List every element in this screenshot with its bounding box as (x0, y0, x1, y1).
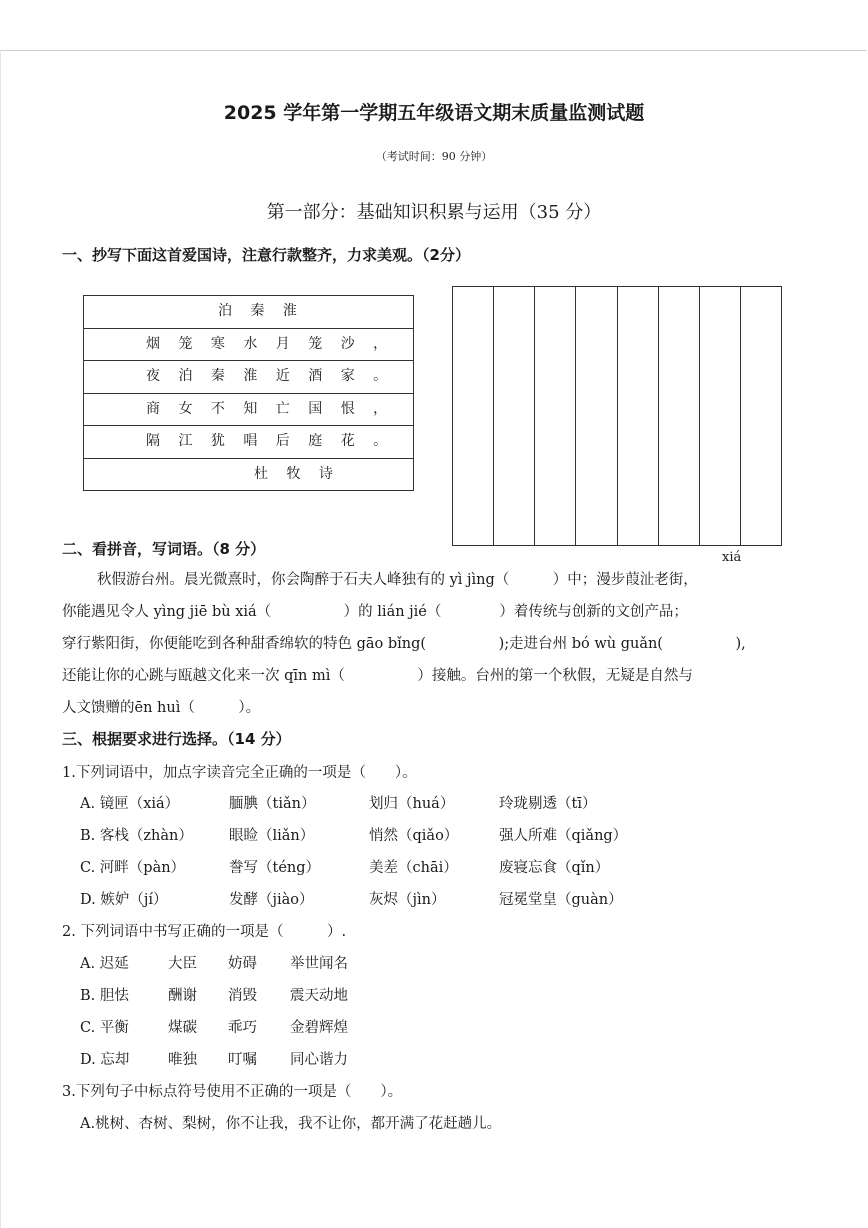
poem-line: 商 女 不 知 亡 国 恨 ， (84, 394, 413, 427)
poem-title: 泊 秦 淮 (84, 296, 413, 329)
poem-box (83, 295, 414, 491)
writing-column[interactable] (535, 287, 576, 545)
q1-option-d-word: 冠冕堂皇（guàn） (499, 892, 623, 908)
question-2-stem: 2. 下列词语中书写正确的一项是（ ）. (62, 924, 347, 940)
q1-option-b-word: 悄然（qiǎo） (369, 828, 459, 844)
poem-line: 隔 江 犹 唱 后 庭 花 。 (84, 426, 413, 459)
passage-line: 穿行紫阳街，你便能吃到各种甜香绵软的特色 gāo bǐng( );走进台州 bó wù guǎn( ), (62, 636, 746, 652)
writing-column[interactable] (618, 287, 659, 545)
passage-line: 你能遇见令人 yìng jiē bù xiá（ ）的 lián jié（ ）着传统与创新的文创产品； (62, 604, 688, 620)
writing-column[interactable] (700, 287, 741, 545)
part-heading: 第一部分：基础知识积累与运用（35 分） (266, 202, 602, 223)
q2-option-d-word: 唯独 (168, 1052, 197, 1068)
q1-option-c-word: 美差（chāi） (369, 860, 458, 876)
q2-option-d-word: 同心谐力 (290, 1052, 348, 1068)
q2-option-c-word: 金碧辉煌 (290, 1020, 348, 1036)
q2-option-a-word: 大臣 (168, 956, 197, 972)
q1-option-a-word: 玲珑剔透（tī） (499, 796, 597, 812)
q2-option-c-word: 煤碳 (168, 1020, 197, 1036)
exam-duration: （考试时间：90 分钟） (375, 150, 493, 163)
passage-line: 人文馈赠的ēn huì（ ）。 (62, 700, 261, 716)
q1-option-d-word[interactable]: D. 嫉妒（jí） (80, 892, 168, 908)
q1-option-c-word[interactable]: C. 河畔（pàn） (80, 860, 186, 876)
question-1-stem: 1.下列词语中，加点字读音完全正确的一项是（ ）。 (62, 765, 417, 781)
writing-column[interactable] (741, 287, 781, 545)
q2-option-d-word: 叮嘱 (228, 1052, 257, 1068)
poem-line: 夜 泊 秦 淮 近 酒 家 。 (84, 361, 413, 394)
q2-option-a-word: 举世闻名 (290, 956, 348, 972)
q2-option-a-word[interactable]: A. 迟延 (80, 956, 129, 972)
q2-option-b-word: 酬谢 (168, 988, 197, 1004)
section1-heading: 一、抄写下面这首爱国诗，注意行款整齐，力求美观。（2分） (62, 246, 470, 264)
q2-option-b-word: 消毁 (228, 988, 257, 1004)
q2-option-d-word[interactable]: D. 忘却 (80, 1052, 130, 1068)
exam-title: 2025 学年第一学期五年级语文期末质量监测试题 (223, 102, 645, 124)
poem-author: 杜 牧 诗 (254, 465, 340, 482)
writing-column[interactable] (659, 287, 700, 545)
q3-option-a[interactable]: A.桃树、杏树、梨树，你不让我，我不让你，都开满了花赶趟儿。 (80, 1116, 502, 1132)
q1-option-d-word: 灰烬（jìn） (369, 892, 446, 908)
q1-option-c-word: 誊写（téng） (229, 860, 321, 876)
q1-option-a-word: 划归（huá） (369, 796, 455, 812)
q1-option-b-word[interactable]: B. 客栈（zhàn） (80, 828, 193, 844)
q1-option-a-word[interactable]: A. 镜匣（xiá） (80, 796, 180, 812)
section2-heading: 二、看拼音，写词语。（8 分） (62, 540, 266, 558)
writing-column[interactable] (453, 287, 494, 545)
writing-column[interactable] (494, 287, 535, 545)
poem-line: 烟 笼 寒 水 月 笼 沙 ， (84, 329, 413, 362)
question-3-stem: 3.下列句子中标点符号使用不正确的一项是（ ）。 (62, 1084, 403, 1100)
q2-option-c-word[interactable]: C. 平衡 (80, 1020, 129, 1036)
q2-option-b-word: 震天动地 (290, 988, 348, 1004)
writing-column[interactable] (576, 287, 617, 545)
q1-option-a-word: 腼腆（tiǎn） (229, 796, 316, 812)
q1-option-b-word: 强人所难（qiǎng） (499, 828, 628, 844)
q1-option-b-word: 眼睑（liǎn） (229, 828, 315, 844)
passage-line: 还能让你的心跳与瓯越文化来一次 qīn mì（ ）接触。台州的第一个秋假，无疑是自然与 (62, 668, 693, 684)
q2-option-a-word: 妨碍 (228, 956, 257, 972)
q1-option-d-word: 发酵（jiào） (229, 892, 314, 908)
section3-heading: 三、根据要求进行选择。（14 分） (62, 730, 291, 748)
q2-option-c-word: 乖巧 (228, 1020, 257, 1036)
passage-line: 秋假游台州。晨光微熹时，你会陶醉于石夫人峰独有的 yì jìng（ ）中；漫步葭沚老街， (97, 572, 698, 588)
pinyin-annotation: xiá (722, 550, 742, 565)
q2-option-b-word[interactable]: B. 胆怯 (80, 988, 129, 1004)
q1-option-c-word: 废寝忘食（qǐn） (499, 860, 610, 876)
copy-writing-grid[interactable] (452, 286, 782, 546)
